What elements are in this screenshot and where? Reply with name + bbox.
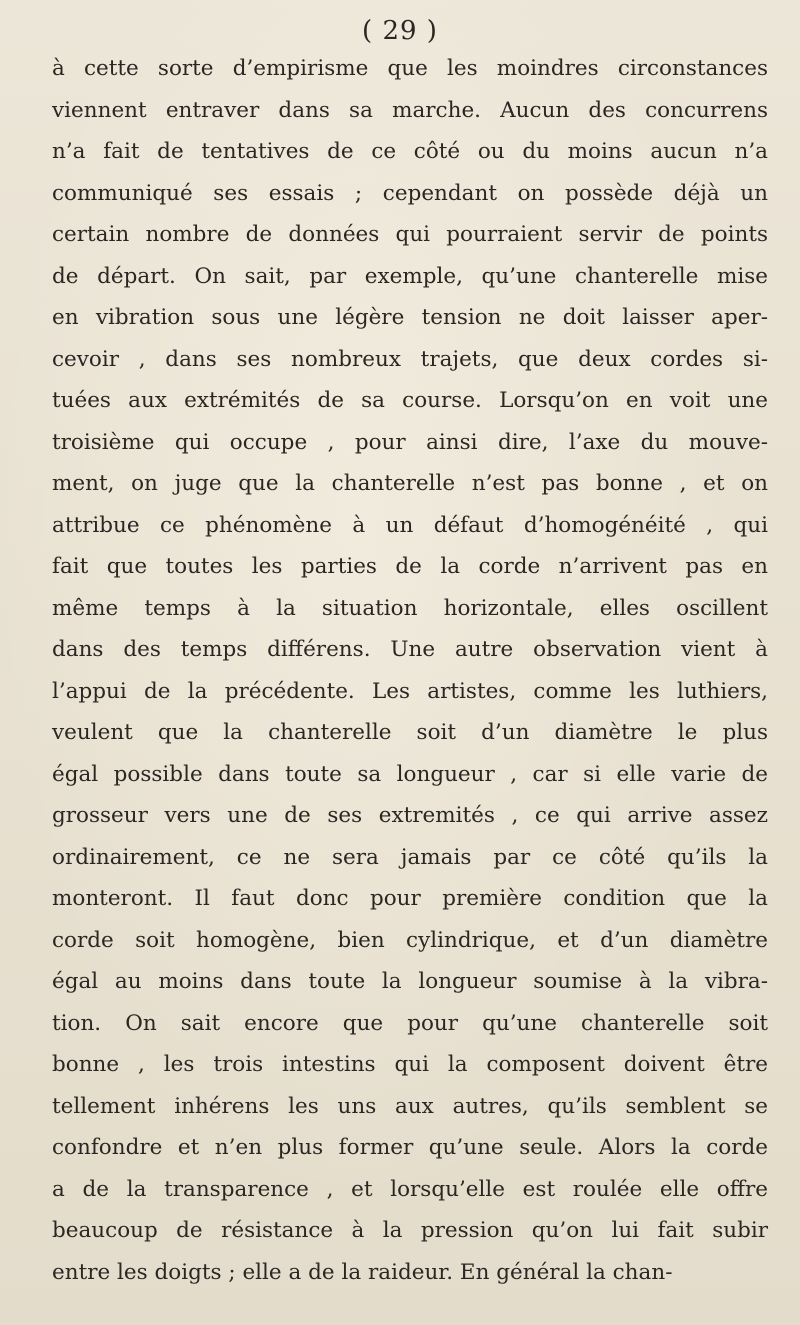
text-line: veulent que la chanterelle soit d’un diamètre le plus xyxy=(52,720,768,745)
text-line: cevoir , dans ses nombreux trajets, que deux cordes si- xyxy=(52,346,768,372)
text-line: monteront. Il faut donc pour première condition que la xyxy=(52,886,768,911)
text-line: en vibration sous une légère tension ne doit laisser aper- xyxy=(52,305,768,330)
text-line: viennent entraver dans sa marche. Aucun des concurrens xyxy=(52,97,768,123)
text-line: l’appui de la précédente. Les artistes, comme les luthiers, xyxy=(52,678,768,704)
page-number: ( 29 ) xyxy=(362,16,438,46)
text-line: fait que toutes les parties de la corde n’arrivent pas en xyxy=(52,554,768,579)
text-line: tuées aux extrémités de sa course. Lorsqu’on en voit une xyxy=(52,388,768,413)
text-line: beaucoup de résistance à la pression qu’on lui fait subir xyxy=(52,1218,768,1243)
text-line: égal possible dans toute sa longueur , car si elle varie de xyxy=(52,761,768,787)
text-line: ment, on juge que la chanterelle n’est pas bonne , et on xyxy=(52,471,768,496)
text-line: confondre et n’en plus former qu’une seule. Alors la corde xyxy=(52,1135,768,1160)
text-line: communiqué ses essais ; cependant on possède déjà un xyxy=(52,180,768,206)
text-line: a de la transparence , et lorsqu’elle est roulée elle offre xyxy=(52,1176,768,1202)
text-line: tellement inhérens les uns aux autres, qu’ils semblent se xyxy=(52,1093,768,1119)
text-line: attribue ce phénomène à un défaut d’homogénéité , qui xyxy=(52,512,768,538)
text-line: n’a fait de tentatives de ce côté ou du moins aucun n’a xyxy=(52,139,768,164)
text-line: tion. On sait encore que pour qu’une chanterelle soit xyxy=(52,1010,768,1036)
body-text xyxy=(52,48,768,1293)
text-line: même temps à la situation horizontale, elles oscillent xyxy=(52,595,768,621)
text-line: égal au moins dans toute la longueur soumise à la vibra- xyxy=(52,969,768,994)
text-line: ordinairement, ce ne sera jamais par ce côté qu’ils la xyxy=(52,844,768,870)
text-line: à cette sorte d’empirisme que les moindres circonstances xyxy=(52,56,768,81)
text-line: bonne , les trois intestins qui la composent doivent être xyxy=(52,1052,768,1077)
text-line: dans des temps différens. Une autre observation vient à xyxy=(52,637,768,662)
text-line: troisième qui occupe , pour ainsi dire, l’axe du mouve- xyxy=(52,429,768,455)
text-line: corde soit homogène, bien cylindrique, et d’un diamètre xyxy=(52,927,768,953)
text-line: certain nombre de données qui pourraient servir de points xyxy=(52,222,768,247)
text-line: de départ. On sait, par exemple, qu’une chanterelle mise xyxy=(52,263,768,289)
text-line: entre les doigts ; elle a de la raideur. En général la chan- xyxy=(52,1259,673,1285)
text-line: grosseur vers une de ses extremités , ce qui arrive assez xyxy=(52,803,768,828)
